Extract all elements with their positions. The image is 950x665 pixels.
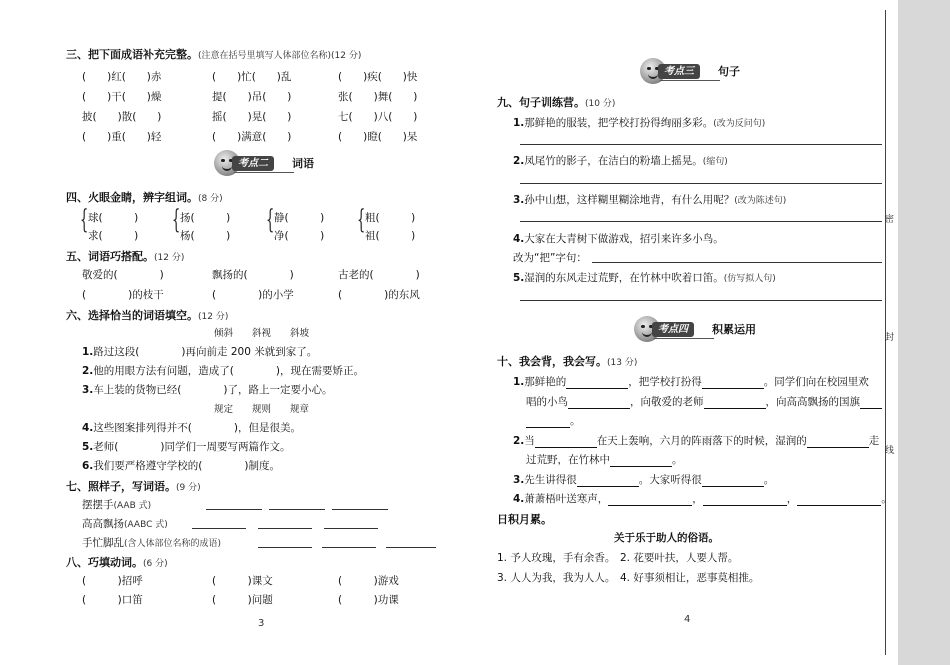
example-row-2: 高高飘扬(AABC 式) [82,518,168,530]
answer-line[interactable] [192,528,246,529]
topic-badge: 考点二 [232,156,274,171]
section-9-heading [497,94,615,110]
topic-title: 句子 [718,65,740,78]
page-number-left: 3 [258,618,265,629]
fill-item-2[interactable]: 2.他的用眼方法有问题，造成了( )，现在需要矫正。 [82,365,364,377]
recite-item-2-line-1: 2.当 在天上轰响，六月的阵雨落下的时候，湿润的 走 [513,435,880,447]
section-7-note: (9 分) [176,483,201,493]
verb-2-3[interactable]: ( )功课 [338,594,399,606]
blank[interactable] [535,436,597,448]
char-pair-1-b[interactable]: 求( ) [88,230,139,242]
blank[interactable] [566,377,628,389]
sentence-item-4: 4.大家在大青树下做游戏，招引来许多小鸟。 [513,233,724,245]
binding-strip [898,0,950,665]
proverb-4: 4. 好事须相让，恶事莫相推。 [620,572,760,584]
seal-char-feng: 封 [885,333,895,343]
section-9-title: 九、句子训练营。 [497,96,585,109]
char-pair-2-a[interactable]: 扬( ) [180,212,231,224]
sentence-item-1: 1.那鲜艳的服装，把学校打扮得绚丽多彩。(改为反问句) [513,117,766,129]
recite-item-2-line-2: 过荒野，在竹林中 。 [526,454,683,466]
blank[interactable] [568,397,630,409]
idiom-1-3[interactable]: ( )疾( )快 [338,71,418,83]
section-7-title: 七、照样子，写词语。 [66,480,176,493]
example-row-1: 摆摆手(AAB 式) [82,499,152,511]
recite-item-3: 3.先生讲得很 。大家听得很 。 [513,474,775,486]
idiom-4-1[interactable]: ( )重( )轻 [82,131,162,143]
section-4-title: 四、火眼金睛，辨字组词。 [66,191,198,204]
section-8-title: 八、巧填动词。 [66,556,143,569]
answer-line[interactable] [258,547,312,548]
section-10-note: (13 分) [607,358,638,368]
section-8-note: (6 分) [143,559,168,569]
sentence-item-5: 5.湿润的东风走过荒野，在竹林中吹着口笛。(仿写拟人句) [513,272,776,284]
blank[interactable] [577,475,639,487]
section-8-heading [66,554,168,570]
fill-item-3[interactable]: 3.车上装的货物已经( )了，路上一定要小心。 [82,384,333,396]
section-4-heading [66,189,223,205]
example-row-3: 手忙脚乱(含人体部位名称的成语) [82,537,222,549]
topic-header-accumulation [634,316,774,346]
idiom-1-1[interactable]: ( )红( )赤 [82,71,162,83]
fill-item-4[interactable]: 4.这些图案排列得并不( )，但是很美。 [82,422,301,434]
answer-line[interactable] [322,547,376,548]
idiom-1-2[interactable]: ( )忙( )乱 [212,71,292,83]
answer-line[interactable] [520,221,882,222]
blank[interactable] [610,455,672,467]
recite-item-1-line-2: 唱的小鸟 ，向敬爱的老师 ，向高高飘扬的国旗 [526,394,882,409]
recite-item-1-line-1: 1.那鲜艳的 ，把学校打扮得 。同学们向在校园里欢 [513,376,869,388]
section-5-note: (12 分) [154,253,185,263]
char-pair-1-a[interactable]: 球( ) [88,212,139,224]
topic-badge: 考点四 [652,322,694,337]
match-1-2[interactable]: 飘扬的( ) [212,269,294,281]
blank[interactable] [703,494,787,506]
answer-line[interactable] [206,509,262,510]
proverb-3: 3. 人人为我，我为人人。 [497,572,616,584]
blank[interactable] [702,475,764,487]
verb-1-1[interactable]: ( )招呼 [82,575,143,587]
answer-line[interactable] [269,509,325,510]
idiom-3-2[interactable]: 摇( )晃( ) [212,111,292,123]
match-2-1[interactable]: ( )的枝干 [82,289,164,301]
topic-underline [660,80,720,81]
section-10-heading [497,353,637,369]
brace: { [80,205,89,235]
recite-item-4: 4.萧萧梧叶送寒声， ， ， 。 [513,493,892,505]
answer-line[interactable] [258,528,312,529]
char-pair-3-b[interactable]: 净( ) [274,230,325,242]
section-6-heading [66,307,228,323]
section-4-note: (8 分) [198,194,223,204]
word-bank-1: 倾斜 斜视 斜坡 [214,328,310,339]
topic-badge: 考点三 [658,64,700,79]
section-6-title: 六、选择恰当的词语填空。 [66,309,198,322]
blank[interactable] [797,494,881,506]
idiom-3-1[interactable]: 披( )散( ) [82,111,162,123]
idiom-2-1[interactable]: ( )干( )燥 [82,91,162,103]
brace: { [266,205,275,235]
section-3-title: 三、把下面成语补充完整。 [66,48,198,61]
sentence-item-3: 3.孙中山想，这样糊里糊涂地背，有什么用呢？(改为陈述句) [513,194,787,206]
blank[interactable] [704,397,766,409]
section-5-heading [66,248,184,264]
section-10-title: 十、我会背，我会写。 [497,355,607,368]
answer-line[interactable] [592,262,882,263]
accumulation-title: 日积月累。 [497,513,552,526]
section-5-title: 五、词语巧搭配。 [66,250,154,263]
proverb-1: 1. 予人玫瑰，手有余香。 [497,552,616,564]
topic-header-vocabulary [214,150,334,180]
section-3-heading [66,46,361,62]
verb-2-1[interactable]: ( )口笛 [82,594,143,606]
idiom-2-3[interactable]: 张( )舞( ) [338,91,418,103]
seal-char-xian: 线 [885,446,895,456]
answer-line[interactable] [324,528,378,529]
char-pair-4-b[interactable]: 祖( ) [365,230,416,242]
topic-underline [654,338,714,339]
sentence-item-2: 2.凤尾竹的影子，在洁白的粉墙上摇晃。(缩句) [513,155,728,167]
topic-header-sentences [640,58,760,88]
page-number-right: 4 [684,614,691,625]
section-3-note: (注意在括号里填写人体部位名称)(12 分) [198,51,362,61]
match-2-3[interactable]: ( )的东风 [338,289,420,301]
verb-1-3[interactable]: ( )游戏 [338,575,399,587]
answer-line[interactable] [520,183,882,184]
idiom-4-2[interactable]: ( )满意( ) [212,131,292,143]
blank[interactable] [860,397,882,409]
match-1-3[interactable]: 古老的( ) [338,269,420,281]
topic-underline [234,172,294,173]
topic-title: 词语 [292,157,314,170]
idiom-2-2[interactable]: 提( )吊( ) [212,91,292,103]
blank[interactable] [702,377,764,389]
blank[interactable] [526,416,570,428]
verb-1-2[interactable]: ( )课文 [212,575,273,587]
char-pair-2-b[interactable]: 杨( ) [180,230,231,242]
ba-sentence-label: 改为“把”字句： [513,252,587,264]
brace: { [357,205,366,235]
section-9-note: (10 分) [585,99,616,109]
answer-line[interactable] [332,509,388,510]
blank[interactable] [807,436,869,448]
idiom-4-3[interactable]: ( )瞪( )呆 [338,131,418,143]
proverb-2: 2. 花要叶扶，人要人帮。 [620,552,739,564]
idiom-3-3[interactable]: 七( )八( ) [338,111,418,123]
blank[interactable] [608,494,692,506]
match-2-2[interactable]: ( )的小学 [212,289,294,301]
fill-item-5[interactable]: 5.老师( )同学们一周要写两篇作文。 [82,441,291,453]
word-bank-2: 规定 规则 规章 [214,404,310,415]
section-6-note: (12 分) [198,312,229,322]
accumulation-subtitle: 关于乐于助人的俗语。 [614,532,719,544]
char-pair-3-a[interactable]: 静( ) [274,212,325,224]
recite-item-1-line-3: 。 [526,413,581,428]
char-pair-4-a[interactable]: 粗( ) [365,212,416,224]
match-1-1[interactable]: 敬爱的( ) [82,269,164,281]
section-7-heading [66,478,201,494]
answer-line[interactable] [386,547,436,548]
brace: { [172,205,181,235]
fill-item-1[interactable]: 1.路过这段( )再向前走 200 米就到家了。 [82,346,318,358]
answer-line[interactable] [520,300,882,301]
answer-line[interactable] [520,144,882,145]
fill-item-6[interactable]: 6.我们要严格遵守学校的( )制度。 [82,460,280,472]
topic-title: 积累运用 [712,323,756,336]
seal-char-mi: 密 [885,215,895,225]
verb-2-2[interactable]: ( )问题 [212,594,273,606]
